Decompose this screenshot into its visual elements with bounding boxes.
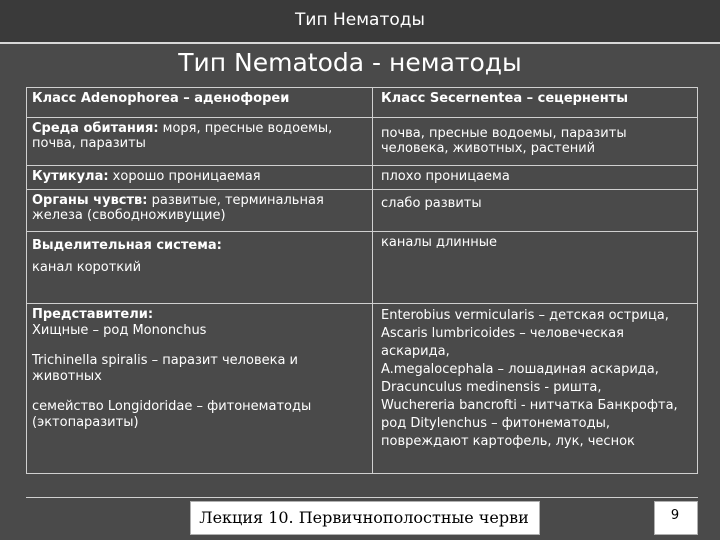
header-divider — [0, 42, 720, 44]
excretory-adenophorea: канал короткий — [32, 260, 142, 275]
table-row — [27, 304, 698, 474]
representative-longidoridae: семейство Longidoridae – фитонематоды (эктопаразиты) — [32, 399, 312, 430]
cuticle-label: Кутикула: — [32, 169, 109, 184]
table-cell — [373, 304, 698, 474]
page-number: 9 — [670, 508, 680, 523]
table-cell — [27, 166, 373, 190]
comparison-table — [26, 87, 698, 474]
table-row — [27, 88, 698, 118]
footer-lecture-title: Лекция 10. Первичнополостные черви — [199, 508, 529, 527]
table-cell — [373, 232, 698, 304]
table-cell — [373, 166, 698, 190]
habitat-label: Среда обитания: — [32, 121, 159, 136]
excretory-secernentea: каналы длинные — [381, 235, 497, 250]
table-cell — [27, 304, 373, 474]
table-cell — [373, 190, 698, 232]
representative-enterobius: Enterobius vermicularis – детская острица, — [381, 308, 669, 323]
senses-label: Органы чувств: — [32, 193, 148, 208]
representative-wuchereria: Wuchereria bancrofti - нитчатка Банкрофта, — [381, 398, 678, 413]
table-cell — [373, 88, 698, 118]
slide-header-title: Тип Нематоды — [295, 10, 425, 30]
table-cell — [373, 118, 698, 166]
excretory-label: Выделительная система: — [32, 238, 222, 253]
habitat-adenophorea: моря, пресные водоемы, почва, паразиты — [32, 121, 333, 151]
class-adenophorea-heading: Класс Adenophorea – аденофореи — [32, 91, 290, 106]
representative-dracunculus: Dracunculus medinensis - ришта, — [381, 380, 602, 395]
representative-megalocephala: A.megalocephala – лошадиная аскарида, — [381, 362, 659, 377]
table-cell — [27, 190, 373, 232]
senses-adenophorea: развитые, терминальная железа (свободноживущие) — [32, 193, 324, 223]
table-cell — [27, 118, 373, 166]
representatives-label: Представители: — [32, 307, 154, 322]
representative-ascaris: Ascaris lumbricoides – человеческая аскарида, — [381, 326, 624, 359]
representative-mononchus: Хищные – род Mononchus — [32, 323, 207, 338]
table-row — [27, 190, 698, 232]
representative-trichinella: Trichinella spiralis – паразит человека и животных — [32, 353, 299, 384]
representative-ditylenchus: род Ditylenchus – фитонематоды, повреждают картофель, лук, чеснок — [381, 416, 635, 449]
cuticle-adenophorea: хорошо проницаемая — [108, 169, 261, 184]
habitat-secernentea: почва, пресные водоемы, паразиты человека, животных, растений — [381, 126, 627, 156]
table-cell — [27, 232, 373, 304]
table-row — [27, 166, 698, 190]
class-secernentea-heading: Класс Secernentea – сецерненты — [381, 91, 629, 106]
senses-secernentea: слабо развиты — [381, 196, 482, 211]
footer-divider — [26, 497, 698, 498]
cuticle-secernentea: плохо проницаема — [381, 169, 510, 184]
table-row — [27, 118, 698, 166]
table-row — [27, 232, 698, 304]
page-title: Тип Nematoda - нематоды — [178, 48, 522, 77]
table-cell — [27, 88, 373, 118]
